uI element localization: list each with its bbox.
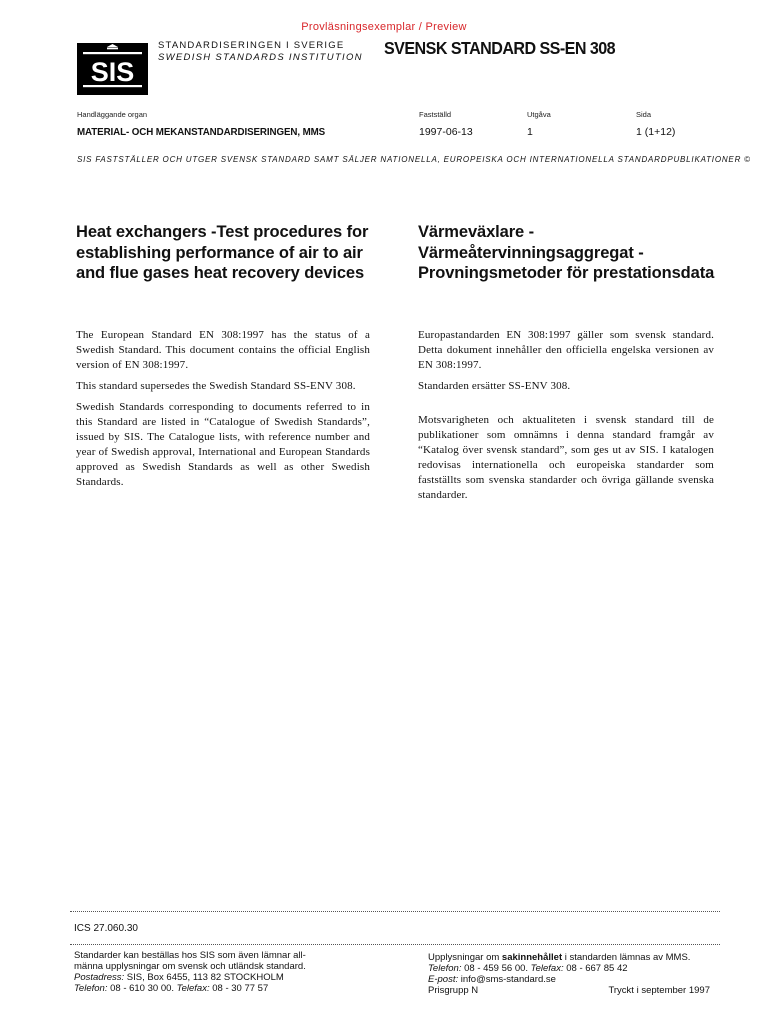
organization-name [158, 40, 363, 64]
swedish-body [418, 328, 714, 509]
mms-email [428, 974, 710, 985]
postal-value: SIS, Box 6455, 113 82 STOCKHOLM [124, 972, 284, 983]
footer-divider-top [70, 911, 720, 912]
sis-fax-label: Telefax: [176, 983, 210, 994]
email-label: E-post: [428, 974, 459, 985]
committee-label: Handläggande organ [77, 110, 148, 119]
swedish-paragraph-2: Standarden ersätter SS-ENV 308. [418, 380, 571, 392]
sis-logo [77, 43, 148, 95]
mms-phone-label: Telefon: [428, 963, 462, 974]
committee-value: MATERIAL- OCH MEKANSTANDARDISERINGEN, MMS [77, 126, 326, 138]
sis-phone-label: Telefon: [74, 983, 108, 994]
page-label: Sida [636, 110, 652, 119]
postal-address [74, 972, 306, 983]
email-value: info@sms-standard.se [458, 974, 556, 985]
mms-contact [428, 963, 710, 974]
page-value: 1 (1+12) [636, 126, 676, 138]
sis-phone-value: 08 - 610 30 00. [107, 983, 177, 994]
swedish-paragraph-1: Europastandarden EN 308:1997 gäller som svensk standard. Detta dokument innehåller den officiella engelska versionen av EN 308:1997. [418, 329, 714, 371]
sis-logo-text: SIS [90, 57, 135, 87]
english-paragraph-2: This standard supersedes the Swedish Standard SS-ENV 308. [76, 380, 356, 392]
edition-label: Utgåva [527, 110, 551, 119]
content-info [428, 952, 710, 996]
mms-fax-value: 08 - 667 85 42 [563, 963, 628, 974]
ordering-info [74, 950, 306, 994]
footer-divider-bottom [70, 944, 720, 945]
price-group: Prisgrupp N [428, 985, 479, 996]
sis-logo-graphic [77, 43, 148, 95]
document-title: SVENSK STANDARD SS-EN 308 [384, 38, 616, 58]
sis-contact [74, 983, 306, 994]
english-body [76, 328, 370, 496]
organization-line-2: SWEDISH STANDARDS INSTITUTION [158, 52, 363, 63]
organization-line-1: STANDARDISERINGEN I SVERIGE [158, 40, 345, 51]
english-paragraph-3: Swedish Standards corresponding to documents referred to in this Standard are listed in “Catalogue of Swedish Standards”, issued by SIS. The Catalogue lists, with reference number and year of Swedish approval, International and European Standards approved as Swedish Standards as well as other Swedish Standards. [76, 401, 370, 488]
swedish-paragraph-3: Motsvarigheten och aktualiteten i svensk standard till de publikationer som omnämns i denna standard framgår av “Katalog över svensk standard”, som ges ut av SIS. I katalogen redovisas internationella och europeiska standarder som fastställts som svenska standarder och övriga gällande svenska standarder. [418, 414, 714, 501]
ics-code: ICS 27.060.30 [74, 923, 138, 934]
established-label: Fastställd [419, 110, 452, 119]
ordering-line-2: männa upplysningar om svensk och utländsk standard. [74, 961, 306, 972]
english-title: Heat exchangers -Test procedures for establishing performance of air to air and flue gases heat recovery devices [76, 223, 369, 282]
print-date: Tryckt i september 1997 [608, 985, 710, 996]
established-value: 1997-06-13 [419, 126, 473, 138]
mms-fax-label: Telefax: [530, 963, 564, 974]
mms-phone-value: 08 - 459 56 00. [461, 963, 531, 974]
english-paragraph-1: The European Standard EN 308:1997 has the status of a Swedish Standard. This document contains the official English version of EN 308:1997. [76, 329, 370, 371]
content-info-line: Upplysningar om sakinnehållet i standarden lämnas av MMS. [428, 952, 691, 963]
postal-label: Postadress: [74, 972, 125, 983]
preview-banner: Provläsningsexemplar / Preview [301, 21, 467, 33]
price-and-print [428, 985, 710, 996]
ordering-line-1: Standarder kan beställas hos SIS som även lämnar all- [74, 950, 306, 961]
sis-fax-value: 08 - 30 77 57 [209, 983, 269, 994]
publisher-statement: SIS FASTSTÄLLER OCH UTGER SVENSK STANDARD SAMT SÄLJER NATIONELLA, EUROPEISKA OCH INTERNATIONELLA STANDARDPUBLIKATIONER © [77, 155, 751, 164]
swedish-title: Värmeväxlare - Värmeåtervinningsaggregat - Provningsmetoder för prestationsdata [418, 223, 715, 282]
edition-value: 1 [527, 126, 533, 138]
